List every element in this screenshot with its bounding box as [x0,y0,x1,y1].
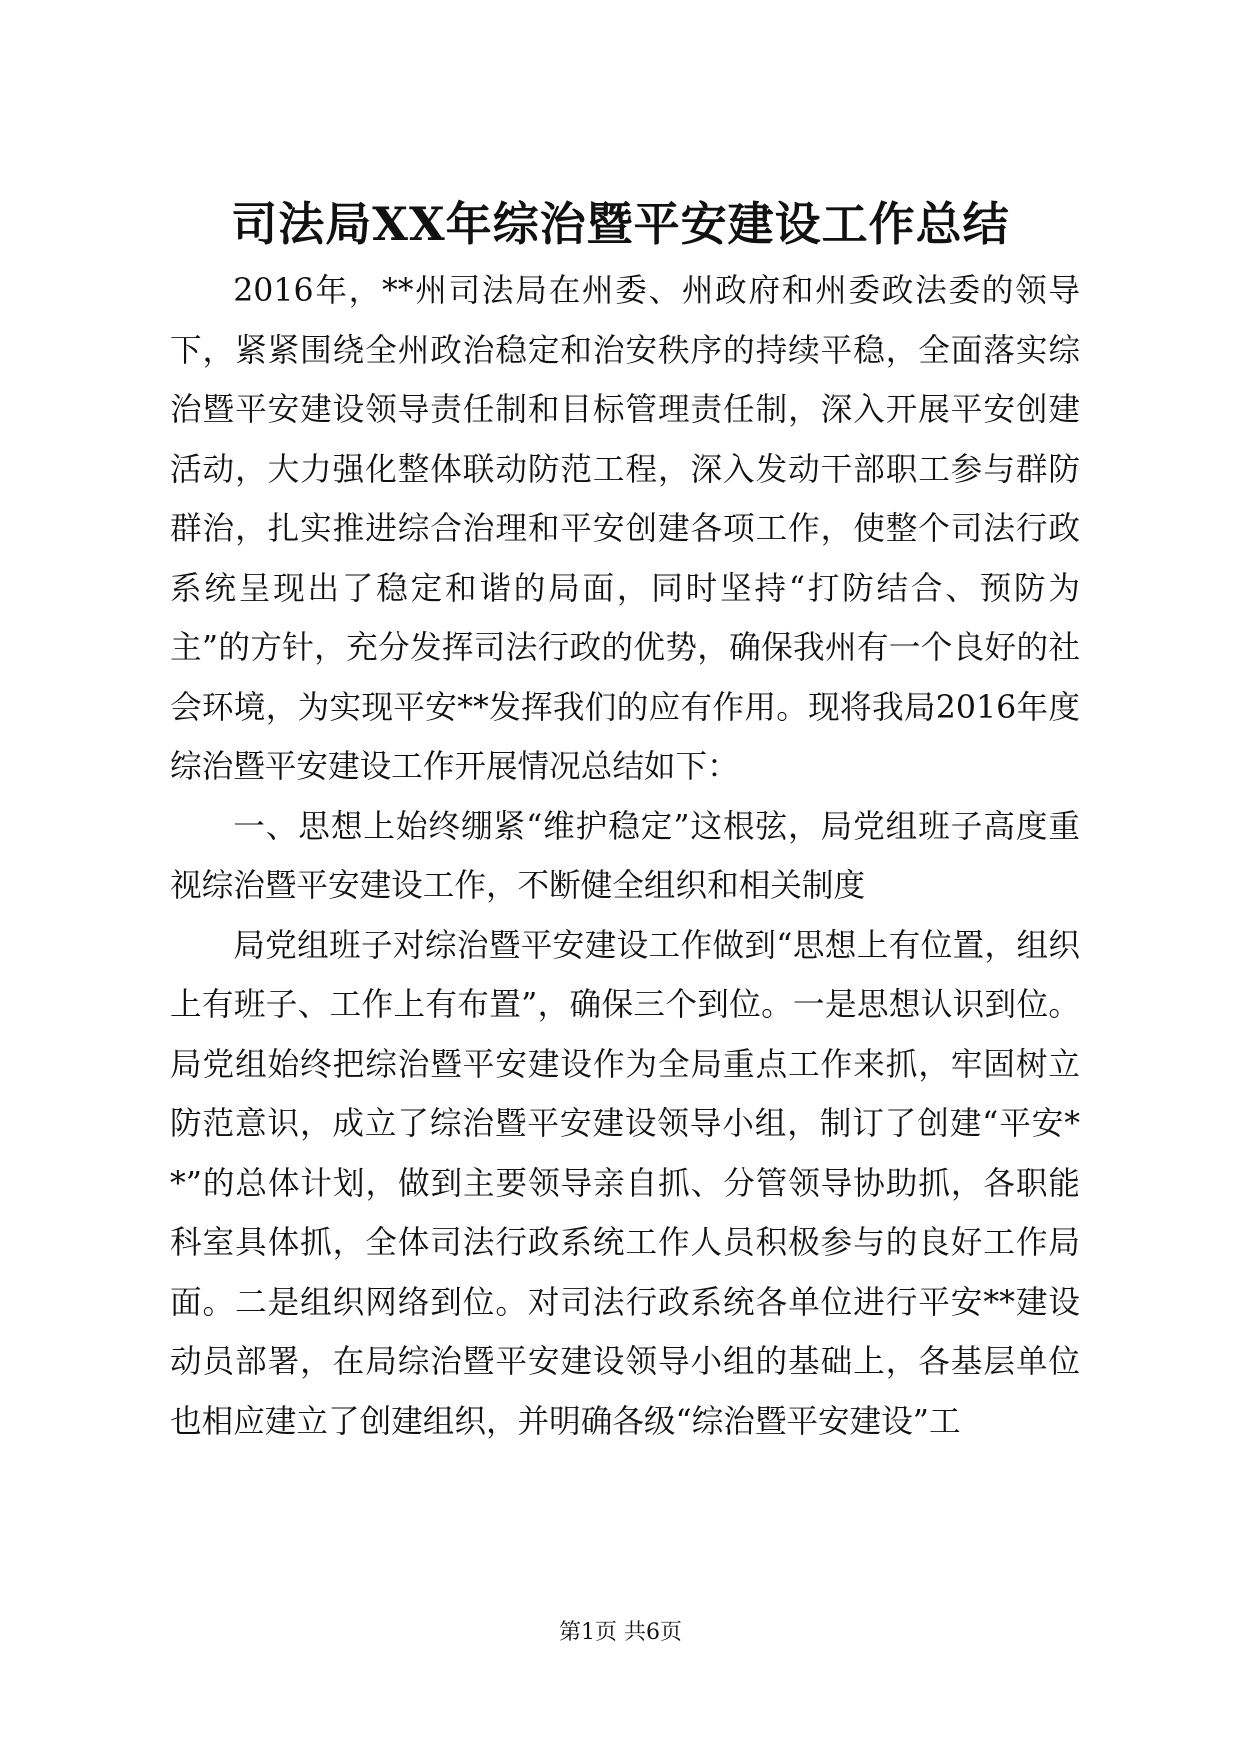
paragraph-intro: 2016年，**州司法局在州委、州政府和州委政法委的领导下，紧紧围绕全州政治稳定和治安秩序的持续平稳，全面落实综治暨平安建设领导责任制和目标管理责任制，深入开展平安创建活动，大力强化整体联动防范工程，深入发动干部职工参与群防群治，扎实推进综合治理和平安创建各项工作，使整个司法行政系统呈现出了稳定和谐的局面，同时坚持“打防结合、预防为主”的方针，充分发挥司法行政的优势，确保我州有一个良好的社会环境，为实现平安**发挥我们的应有作用。现将我局2016年度综治暨平安建设工作开展情况总结如下： [170,273,1080,785]
paragraph-section-1: 局党组班子对综治暨平安建设工作做到“思想上有位置，组织上有班子、工作上有布置”，确保三个到位。一是思想认识到位。局党组始终把综治暨平安建设作为全局重点工作来抓，牢固树立防范意识，成立了综治暨平安建设领导小组，制订了创建“平安**”的总体计划，做到主要领导亲自抓、分管领导协助抓，各职能科室具体抓，全体司法行政系统工作人员积极参与的良好工作局面。二是组织网络到位。对司法行政系统各单位进行平安**建设动员部署，在局综治暨平安建设领导小组的基础上，各基层单位也相应建立了创建组织，并明确各级“综治暨平安建设”工 [170,927,1080,1440]
document-body [170,262,1080,1452]
page-number-footer: 第1页 共6页 [559,1620,682,1645]
document-title: 司法局XX年综治暨平安建设工作总结 [231,197,1010,251]
section-heading-1: 一、思想上始终绷紧“维护稳定”这根弦，局党组班子高度重视综治暨平安建设工作，不断健全组织和相关制度 [170,808,1080,904]
